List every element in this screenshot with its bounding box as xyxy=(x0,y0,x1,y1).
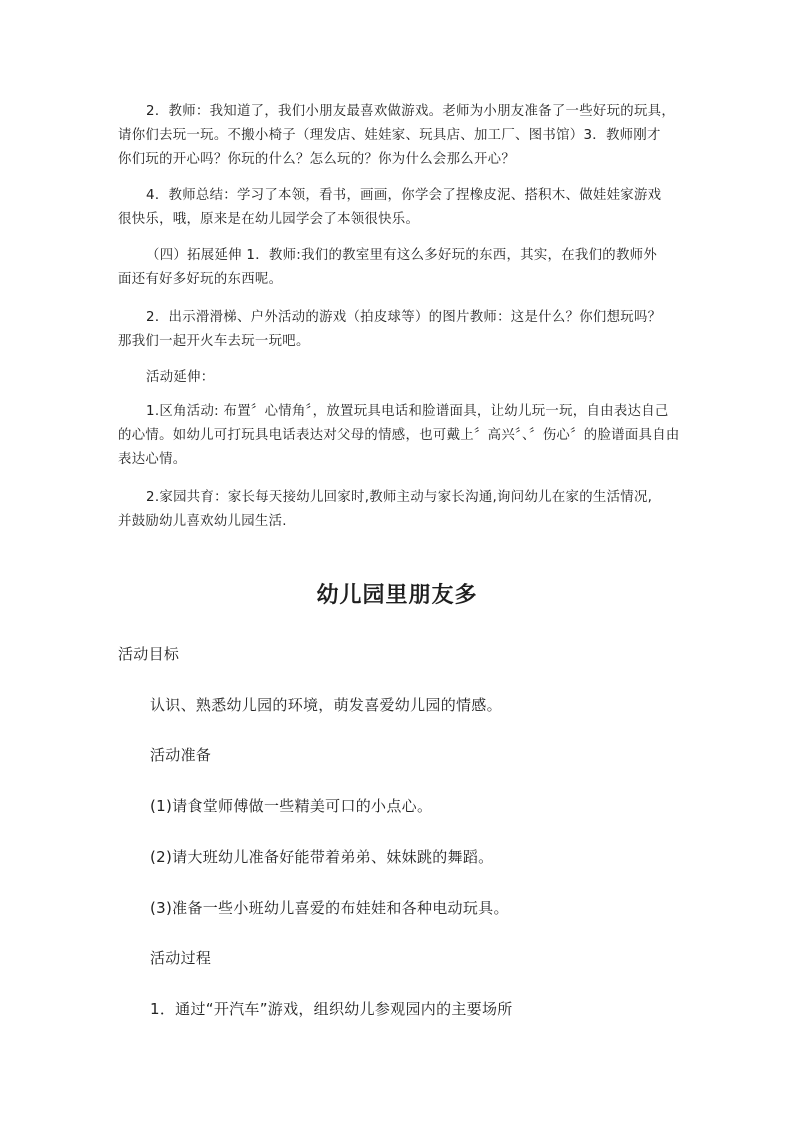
text-line: 那我们一起开火车去玩一玩吧。 xyxy=(118,334,310,349)
text-line: 2．出示滑滑梯、户外活动的游戏（拍皮球等）的图片教师：这是什么？你们想玩吗？ xyxy=(146,310,662,325)
text-line: 活动延伸： xyxy=(146,370,215,385)
prep-heading: 活动准备 xyxy=(150,746,212,764)
paragraph-teacher-summary xyxy=(118,184,680,232)
text-line: 面还有好多好玩的东西呢。 xyxy=(118,272,283,287)
text-line: 并鼓励幼儿喜欢幼儿园生活. xyxy=(118,514,287,529)
prep-item-2: (2)请大班幼儿准备好能带着弟弟、妹妹跳的舞蹈。 xyxy=(150,848,494,866)
goal-heading: 活动目标 xyxy=(118,645,180,663)
page-title: 幼儿园里朋友多 xyxy=(316,583,478,608)
paragraph-corner-activity xyxy=(118,400,680,472)
process-item-1: 1．通过“开汽车”游戏，组织幼儿参观园内的主要场所 xyxy=(150,1000,513,1018)
text-line: 表达心情。 xyxy=(118,452,187,467)
text-line: 很快乐，哦，原来是在幼儿园学会了本领很快乐。 xyxy=(118,212,420,227)
text-line: 请你们去玩一玩。不搬小椅子（理发店、娃娃家、玩具店、加工厂、图书馆）3．教师刚才 xyxy=(118,128,661,143)
paragraph-home-school xyxy=(118,486,680,534)
paragraph-extension xyxy=(118,244,680,292)
text-line: 2.家园共育：家长每天接幼儿回家时,教师主动与家长沟通,询问幼儿在家的生活情况, xyxy=(146,490,653,505)
text-line: 你们玩的开心吗？你玩的什么？怎么玩的？你为什么会那么开心？ xyxy=(118,152,516,167)
text-line: （四）拓展延伸 1．教师:我们的教室里有这么多好玩的东西，其实，在我们的教师外 xyxy=(146,248,658,263)
text-line: 4．教师总结：学习了本领，看书，画画，你学会了捏橡皮泥、搭积木、做娃娃家游戏 xyxy=(146,188,662,203)
text-line: 的心情。如幼儿可打玩具电话表达对父母的情感，也可戴上〞高兴〞、〞伤心〞的脸谱面具自由 xyxy=(118,428,680,443)
text-line: 2．教师：我知道了，我们小朋友最喜欢做游戏。老师为小朋友准备了一些好玩的玩具， xyxy=(146,104,676,119)
goal-text: 认识、熟悉幼儿园的环境，萌发喜爱幼儿园的情感。 xyxy=(150,696,502,714)
prep-item-3: (3)准备一些小班幼儿喜爱的布娃娃和各种电动玩具。 xyxy=(150,899,509,917)
paragraph-slide-pictures xyxy=(118,306,680,354)
text-line: 1.区角活动: 布置〞心情角〞，放置玩具电话和脸谱面具，让幼儿玩一玩，自由表达自己 xyxy=(146,404,669,419)
paragraph-teacher-games xyxy=(118,100,680,172)
activity-extension-heading xyxy=(118,366,680,390)
process-heading: 活动过程 xyxy=(150,949,212,967)
prep-item-1: (1)请食堂师傅做一些精美可口的小点心。 xyxy=(150,797,433,815)
